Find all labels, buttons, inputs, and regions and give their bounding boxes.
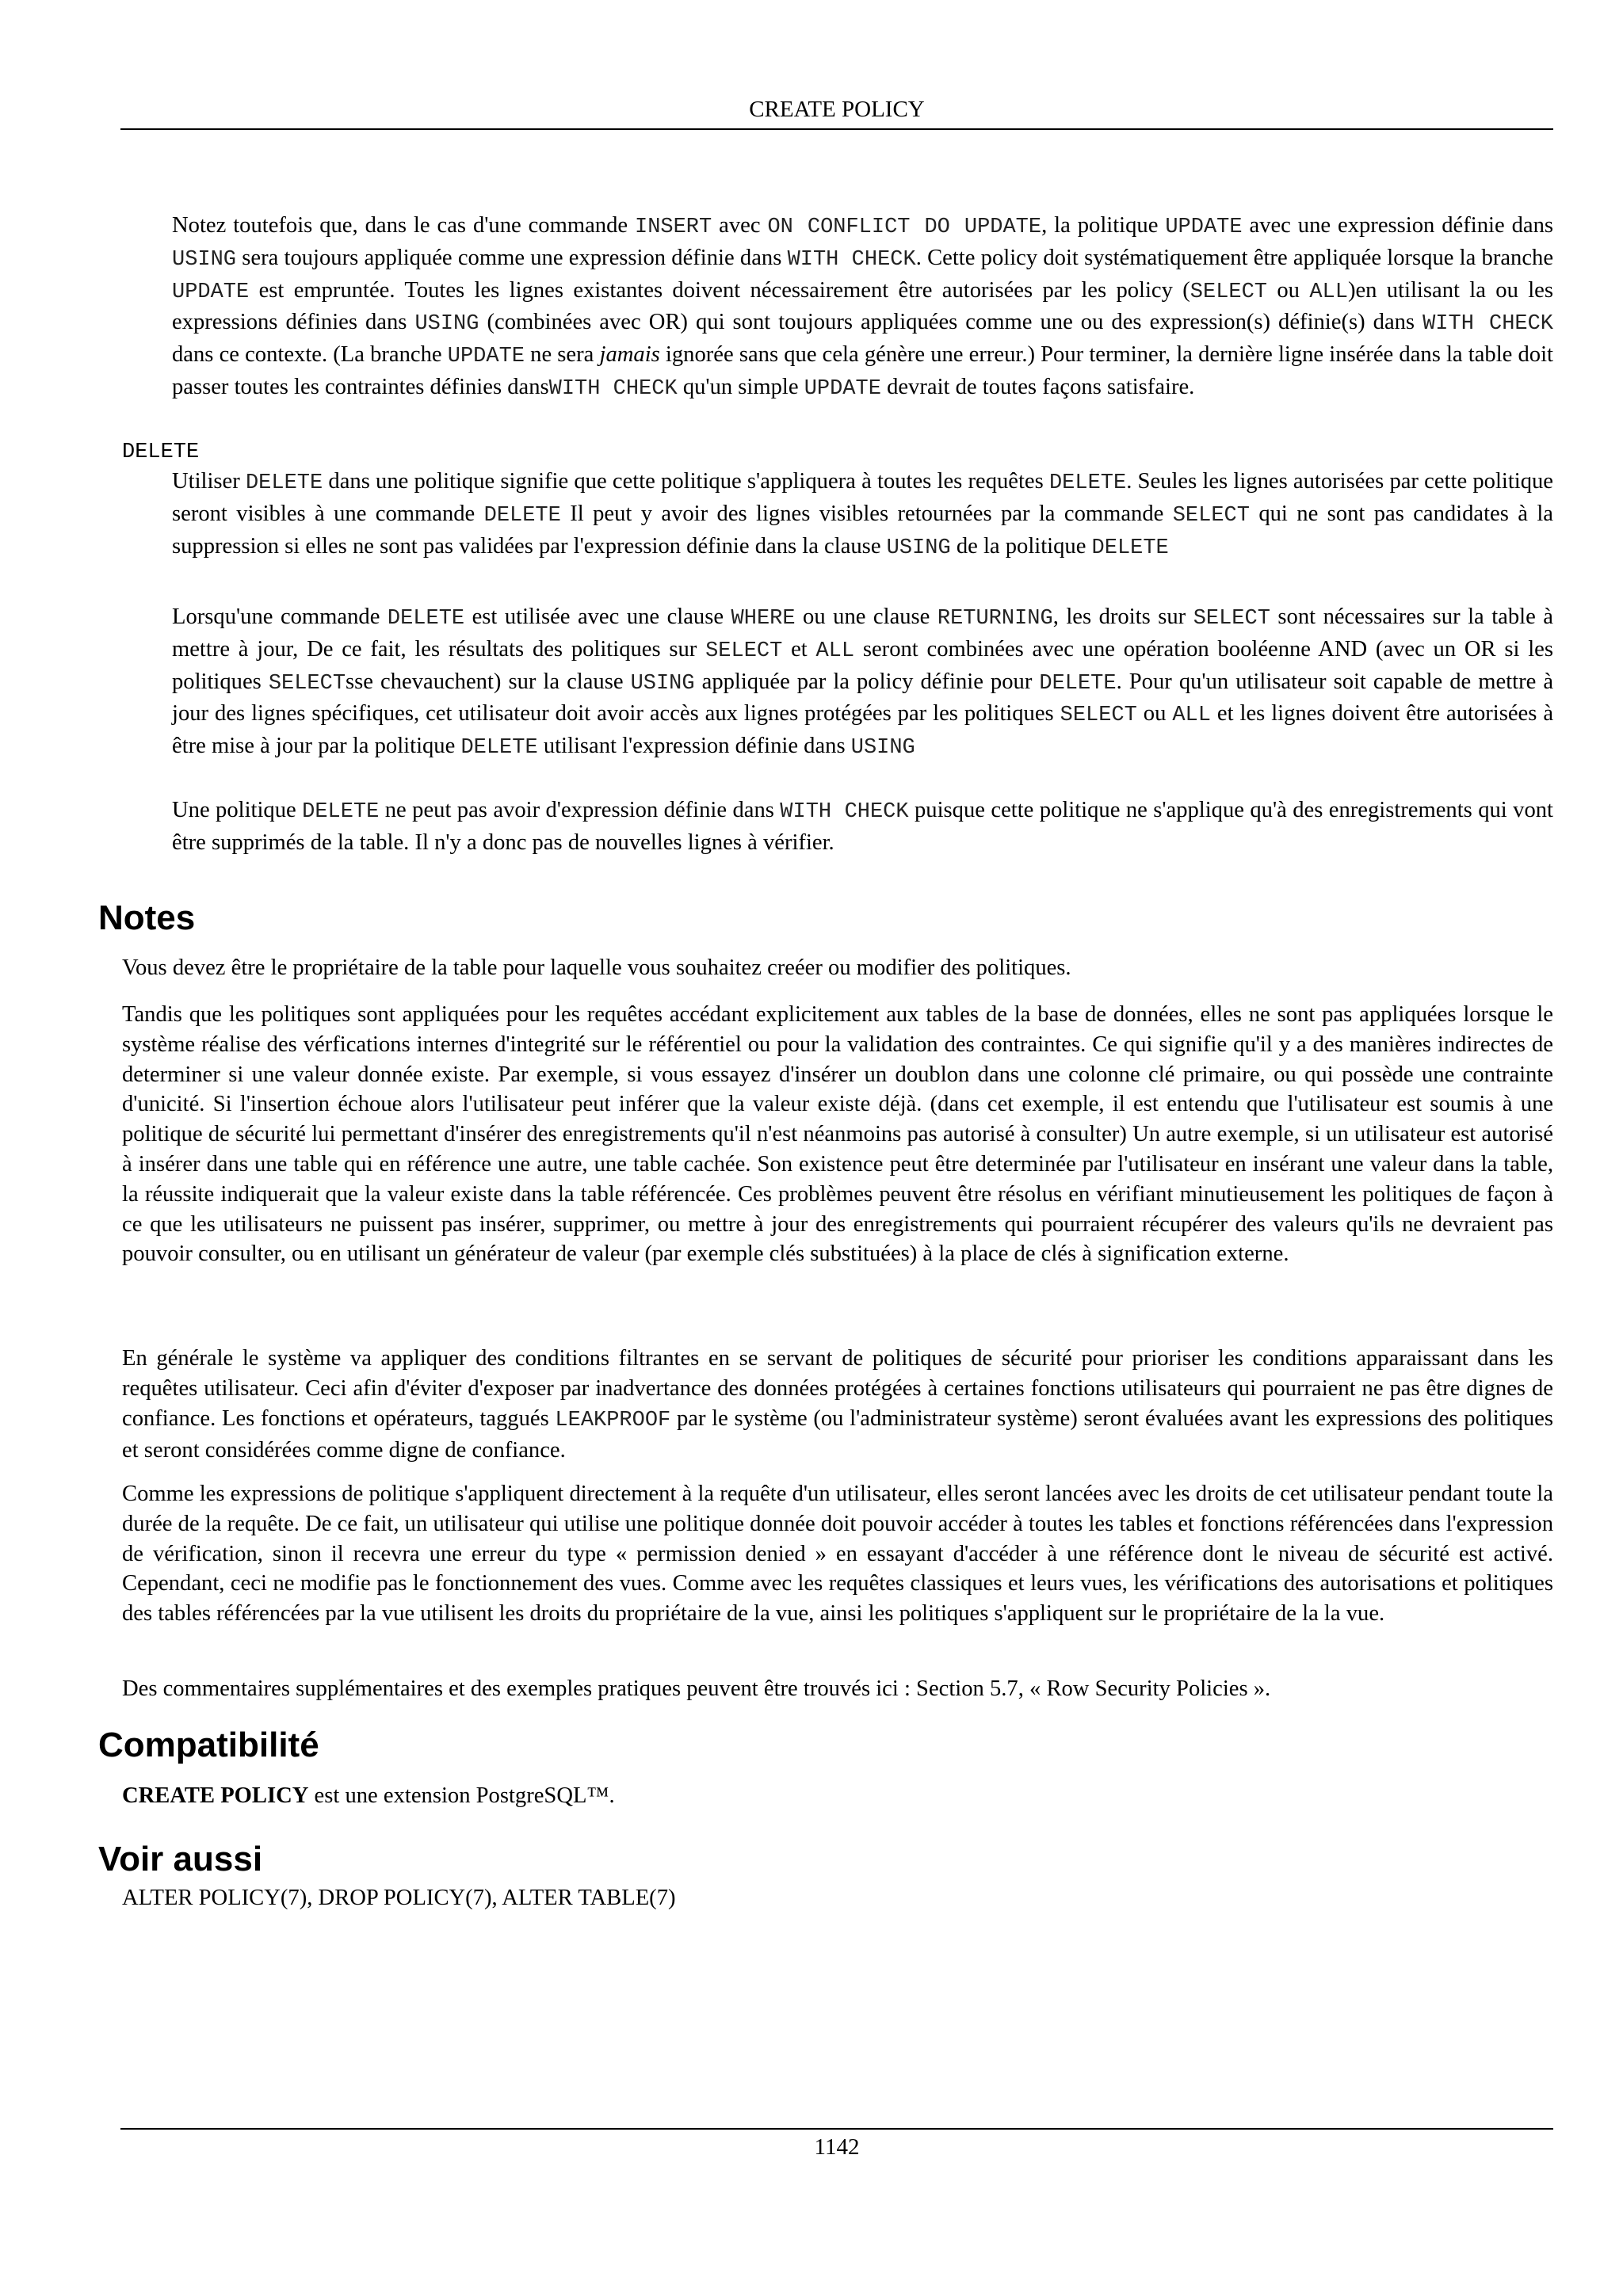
update-note-paragraph: Notez toutefois que, dans le cas d'une commande INSERT avec ON CONFLICT DO UPDATE, la politique UPDATE avec une expression définie dans USING sera toujours appliquée comme une expression définie dans WITH CHECK. Cette policy doit systématiquement être appliquée lorsque la branche UPDATE est empruntée. Toutes les lignes existantes doivent nécessairement être autorisées par les policy (SELECT ou ALL)en utilisant la ou les expressions définies dans USING (combinées avec OR) qui sont toujours appliquées comme une ou des expression(s) définie(s) dans WITH CHECK dans ce contexte. (La branche UPDATE ne sera jamais ignorée sans que cela génère une erreur.) Pour terminer, la dernière ligne insérée dans la table doit passer toutes les contraintes définies dansWITH CHECK qu'un simple UPDATE devrait de toutes façons satisfaire. [172, 213, 1554, 401]
delete-term: DELETE [122, 441, 200, 464]
delete-paragraph-1: Utiliser DELETE dans une politique signifie que cette politique s'appliquera à toutes les requêtes DELETE. Seules les lignes autorisées par cette politique seront visibles à une commande DELETE Il peut y avoir des lignes visibles retournées par la commande SELECT qui ne sont pas candidates à la suppression si elles ne sont pas validées par l'expression définie dans la clause USING de la politique DELETE [172, 469, 1554, 560]
notes-heading: Notes [98, 898, 196, 937]
see-also-heading: Voir aussi [98, 1840, 263, 1878]
footer-rule [120, 2128, 1553, 2130]
notes-paragraph-4: Comme les expressions de politique s'appliquent directement à la requête d'un utilisateur, elles seront lancées avec les droits de cet utilisateur pendant toute la durée de la requête. De ce fait, un utilisateur qui utilise une politique donnée doit pouvoir accéder à toutes les tables et fonctions référencées dans l'expression de vérification, sinon il recevra une erreur du type « permission denied » en essayant d'accéder à une référence dont le niveau de sécurité est activé. Cependant, ceci ne modifie pas le fonctionnement des vues. Comme avec les requêtes classiques et leurs vues, les vérifications des autorisations et politiques des tables référencées par la vue utilisent les droits du propriétaire de la vue, ainsi les politiques s'appliquent sur le propriétaire de la la vue. [122, 1482, 1553, 1627]
delete-paragraph-2: Lorsqu'une commande DELETE est utilisée avec une clause WHERE ou une clause RETURNING, les droits sur SELECT sont nécessaires sur la table à mettre à jour, De ce fait, les résultats des politiques sur SELECT et ALL seront combinées avec une opération booléenne AND (avec un OR si les politiques SELECTsse chevauchent) sur la clause USING appliquée par la policy définie pour DELETE. Pour qu'un utilisateur soit capable de mettre à jour des lignes spécifiques, cet utilisateur doit avoir accès aux lignes protégées par les politiques SELECT ou ALL et les lignes doivent être autorisées à être mise à jour par la politique DELETE utilisant l'expression définie dans USING [172, 605, 1554, 761]
delete-paragraph-3: Une politique DELETE ne peut pas avoir d'expression définie dans WITH CHECK puisque cette politique ne s'applique qu'à des enregistrements qui vont être supprimés de la table. Il n'y a donc pas de nouvelles lignes à vérifier. [172, 798, 1553, 855]
page-number: 1142 [814, 2134, 860, 2160]
running-header: CREATE POLICY [120, 93, 1553, 130]
compat-heading: Compatibilité [98, 1726, 319, 1764]
notes-paragraph-1: Vous devez être le propriétaire de la table pour laquelle vous souhaitez creéer ou modifier des politiques. [122, 955, 1071, 980]
compat-paragraph: CREATE POLICY est une extension PostgreSQL™. [122, 1783, 615, 1808]
notes-paragraph-3: En générale le système va appliquer des conditions filtrantes en se servant de politiques de sécurité pour prioriser les conditions apparaissant dans les requêtes utilisateur. Ceci afin d'éviter d'exposer par inadvertance des données protégées à certaines fonctions utilisateurs qui pourraient ne pas être dignes de confiance. Les fonctions et opérateurs, taggués LEAKPROOF par le système (ou l'administrateur système) seront évaluées avant les expressions des politiques et seront considérées comme digne de confiance. [122, 1346, 1554, 1463]
notes-paragraph-2: Tandis que les politiques sont appliquées pour les requêtes accédant explicitement aux tables de la base de données, elles ne sont pas appliquées lorsque le système réalise des vérfications internes d'integrité sur le référentiel ou pour la validation des contraintes. Ce qui signifie qu'il y a des manières indirectes de determiner si une valeur donnée existe. Par exemple, si vous essayez d'insérer un doublon dans une colonne clé primaire, ou qui possède une contrainte d'unicité. Si l'insertion échoue alors l'utilisateur peut inférer que la valeur existe déjà. (dans cet exemple, il est entendu que l'utilisateur est soumis à une politique de sécurité lui permettant d'insérer des enregistrements qu'il n'est néanmoins pas autorisé à consulter) Un autre exemple, si un utilisateur est autorisé à insérer dans une table qui en référence une autre, une table cachée. Son existence peut être determinée par l'utilisateur en insérant une valeur dans la table, la réussite indiquerait que la valeur existe dans la table référencée. Ces problèmes peuvent être résolus en vérifiant minutieusement les politiques de façon à ce que les utilisateurs ne puissent pas insérer, supprimer, ou mettre à jour des enregistrements qui pourraient récupérer des valeurs qu'ils ne devraient pas pouvoir consulter, ou en utilisant un générateur de valeur (par exemple clés substituées) à la place de clés à signification externe. [122, 1002, 1553, 1267]
notes-paragraph-5: Des commentaires supplémentaires et des exemples pratiques peuvent être trouvés ici : Section 5.7, « Row Security Policies ». [122, 1676, 1271, 1701]
see-also-links[interactable]: ALTER POLICY(7), DROP POLICY(7), ALTER TABLE(7) [122, 1886, 676, 1910]
